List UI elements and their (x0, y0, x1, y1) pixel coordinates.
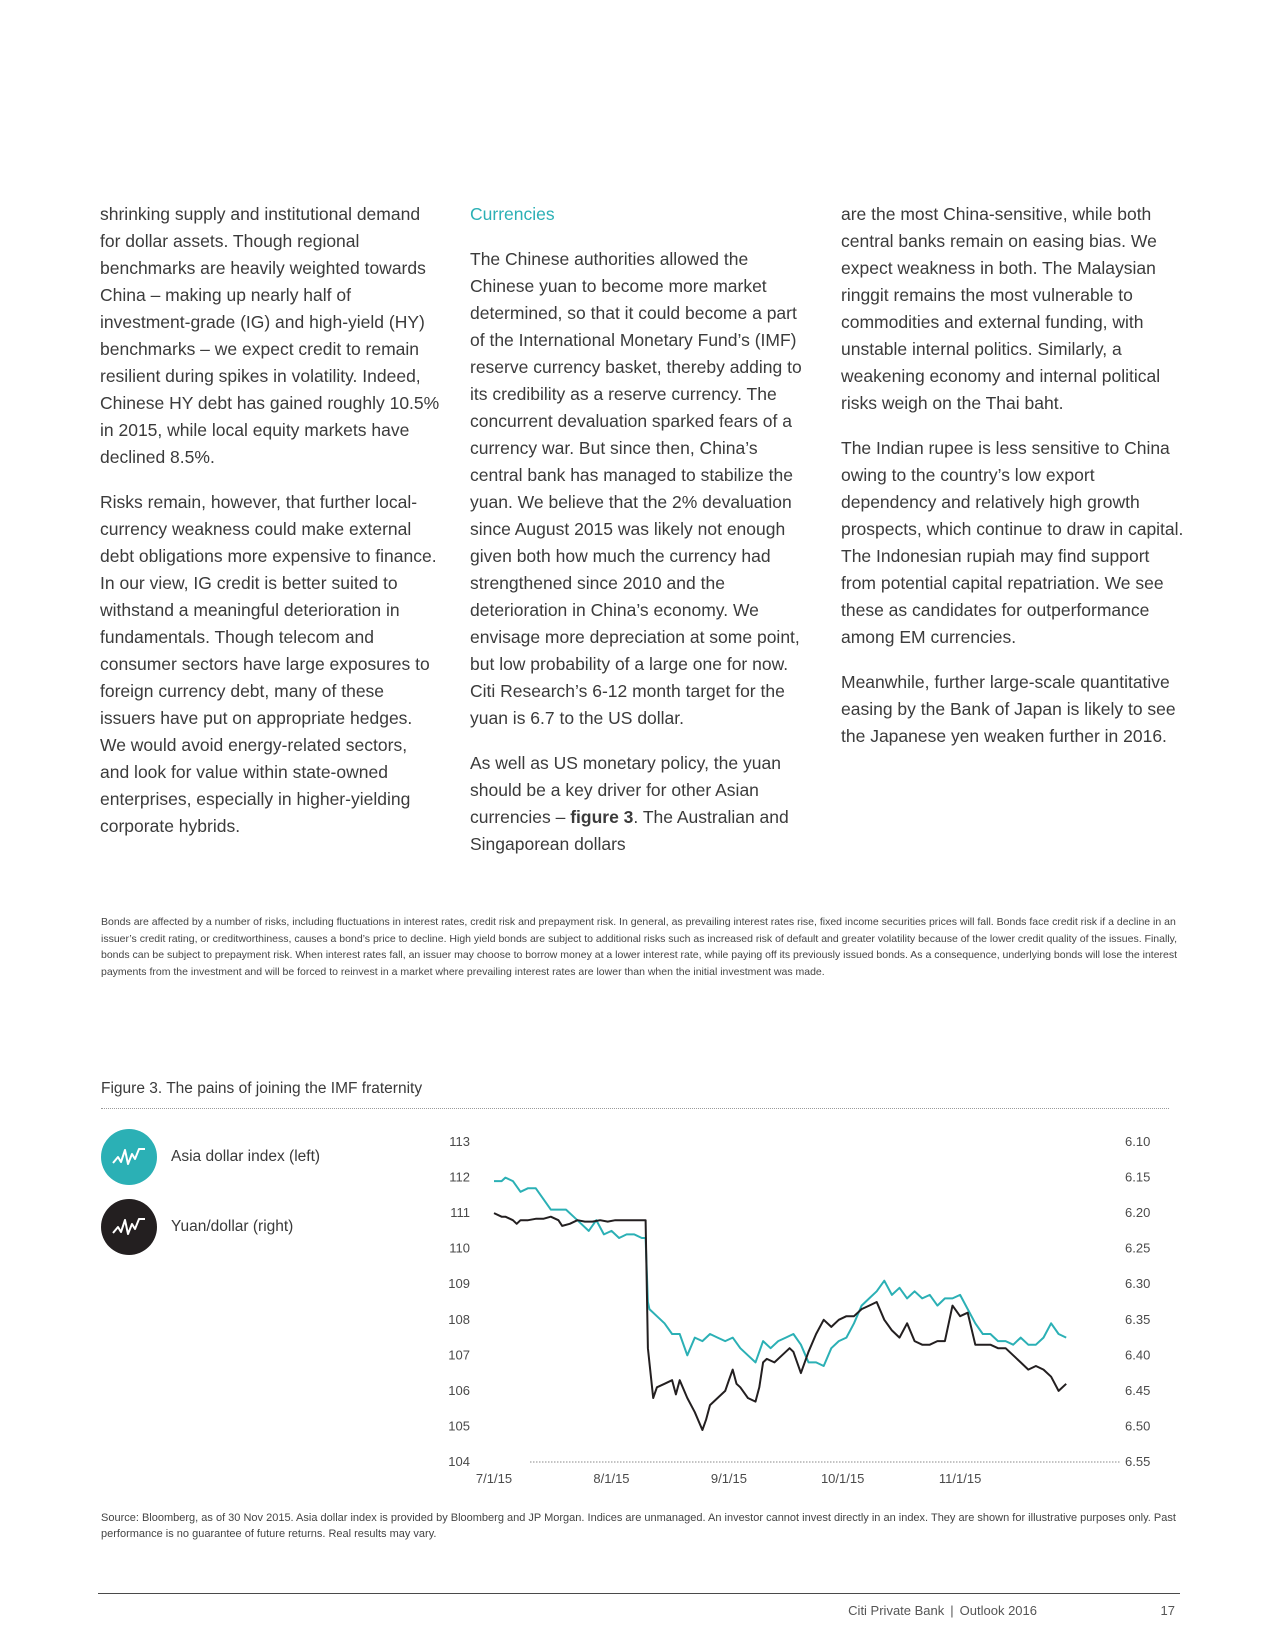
right-axis-tick-label: 6.55 (1125, 1454, 1151, 1469)
left-axis-tick-label: 107 (448, 1347, 470, 1363)
legend-label: Yuan/dollar (right) (171, 1218, 294, 1235)
right-axis-tick-label: 6.50 (1125, 1418, 1151, 1434)
text-column-2 (470, 201, 810, 876)
x-axis (476, 1471, 981, 1486)
footer-divider (98, 1593, 1180, 1594)
left-axis-tick-label: 106 (448, 1382, 470, 1398)
text-column-3 (841, 201, 1186, 768)
paragraph: Meanwhile, further large-scale quantitative easing by the Bank of Japan is likely to see the Japanese yen weaken further in 2016. (841, 672, 1176, 746)
x-axis-tick-label: 10/1/15 (820, 1471, 865, 1486)
right-axis-tick-label: 6.40 (1125, 1347, 1151, 1363)
right-axis-tick-label: 6.30 (1125, 1276, 1151, 1292)
section-heading-currencies: Currencies (470, 204, 555, 224)
page-number: 17 (1160, 1603, 1175, 1618)
left-axis-tick-label: 108 (448, 1311, 470, 1327)
left-axis-tick-label: 104 (448, 1454, 470, 1469)
legend-item-yuan-dollar (101, 1199, 293, 1255)
right-axis-tick-label: 6.45 (1125, 1382, 1151, 1398)
paragraph (470, 750, 810, 858)
x-axis-tick-label: 7/1/15 (475, 1471, 513, 1486)
series-line-yuan-dollar (494, 1213, 1066, 1430)
paragraph: The Indian rupee is less sensitive to China owing to the country’s low export dependency and relatively high growth prospects, which continue to draw in capital. The Indonesian rupiah may find support from potential capital repatriation. We see these as candidates for outperformance among EM currencies. (841, 438, 1184, 647)
legend-label: Asia dollar index (left) (171, 1148, 321, 1165)
legend-item-asia-dollar (101, 1129, 320, 1185)
paragraph: The Chinese authorities allowed the Chinese yuan to become more market determined, so that it could become a part of the International Monetary Fund’s (IMF) reserve currency basket, thereby adding to its credibility as a reserve currency. The concurrent devaluation sparked fears of a currency war. But since then, China’s central bank has managed to stabilize the yuan. We believe that the 2% devaluation since August 2015 was likely not enough given both how much the currency had strengthened since 2010 and the deterioration in China’s economy. We envisage more depreciation at some point, but low probability of a large one for now. Citi Research’s 6-12 month target for the yuan is 6.7 to the US dollar. (470, 249, 802, 728)
right-axis-tick-label: 6.20 (1125, 1205, 1151, 1221)
line-chart (440, 1125, 1180, 1495)
left-axis-tick-label: 110 (449, 1240, 470, 1256)
paragraph: Risks remain, however, that further local-currency weakness could make external debt obligations more expensive to finance. In our view, IG credit is better suited to withstand a meaningful deterioration in fundamentals. Though telecom and consumer sectors have large exposures to foreign currency debt, many of these issuers have put on appropriate hedges. We would avoid energy-related sectors, and look for value within state-owned enterprises, especially in higher-yielding corporate hybrids. (100, 492, 437, 836)
paragraph-text: As well as US monetary policy, the yuan should be a key driver for other Asian currencies – (470, 753, 781, 827)
paragraph: are the most China-sensitive, while both central banks remain on easing bias. We expect weakness in both. The Malaysian ringgit remains the most vulnerable to commodities and external funding, with unstable internal politics. Similarly, a weakening economy and internal political risks weigh on the Thai baht. (841, 204, 1161, 413)
left-axis-tick-label: 113 (449, 1134, 470, 1149)
right-axis (1125, 1134, 1150, 1469)
source-note: Source: Bloomberg, as of 30 Nov 2015. Asia dollar index is provided by Bloomberg and JP Morgan. Indices are unmanaged. An investor cannot invest directly in an index. They are shown for illustrative purposes only. Past performance is no guarantee of future returns. Real results may vary. (101, 1512, 1176, 1540)
bond-risk-disclaimer: Bonds are affected by a number of risks, including fluctuations in interest rates, credit risk and prepayment risk. In general, as prevailing interest rates rise, fixed income securities prices will fall. Bonds face credit risk if a decline in an issuer’s credit rating, or creditworthiness, causes a bond’s price to decline. High yield bonds are subject to additional risks such as increased risk of default and greater volatility because of the lower credit quality of the issues. Finally, bonds can be subject to prepayment risk. When interest rates fall, an issuer may choose to borrow money at a lower interest rate, while paying off its previously issued bonds. As a consequence, underlying bonds will lose the interest payments from the investment and will be forced to reinvest in a market where prevailing interest rates are lower than when the initial investment was made. (101, 916, 1178, 978)
left-axis-tick-label: 112 (449, 1169, 470, 1185)
right-axis-tick-label: 6.10 (1125, 1134, 1151, 1149)
figure-title: Figure 3. The pains of joining the IMF fraternity (101, 1080, 423, 1097)
figure-reference: figure 3 (570, 807, 634, 827)
x-axis-tick-label: 8/1/15 (593, 1471, 630, 1486)
footer-separator: | (950, 1603, 954, 1618)
series-line-asia-dollar (494, 1178, 1066, 1366)
right-axis-tick-label: 6.25 (1125, 1240, 1151, 1256)
footer-publication (848, 1603, 1037, 1618)
left-axis-tick-label: 111 (450, 1205, 470, 1221)
x-axis-tick-label: 9/1/15 (710, 1471, 748, 1486)
footer-publisher: Citi Private Bank (848, 1603, 945, 1618)
left-axis-tick-label: 105 (448, 1418, 470, 1434)
text-column-1 (100, 201, 440, 858)
right-axis-tick-label: 6.35 (1125, 1311, 1151, 1327)
footer-publication-title: Outlook 2016 (959, 1603, 1037, 1618)
paragraph-text: . The Australian and Singaporean dollars (470, 807, 789, 854)
left-axis (448, 1134, 470, 1469)
chart-line-icon (101, 1199, 157, 1255)
chart-line-icon (101, 1129, 157, 1185)
x-axis-tick-label: 11/1/15 (938, 1471, 982, 1486)
left-axis-tick-label: 109 (448, 1276, 470, 1292)
series-group (494, 1178, 1066, 1430)
right-axis-tick-label: 6.15 (1125, 1169, 1151, 1185)
figure-divider (101, 1108, 1169, 1109)
paragraph: shrinking supply and institutional demand for dollar assets. Though regional benchmarks are heavily weighted towards China – making up nearly half of investment-grade (IG) and high-yield (HY) benchmarks – we expect credit to remain resilient during spikes in volatility. Indeed, Chinese HY debt has gained roughly 10.5% in 2015, while local equity markets have declined 8.5%. (100, 204, 440, 467)
